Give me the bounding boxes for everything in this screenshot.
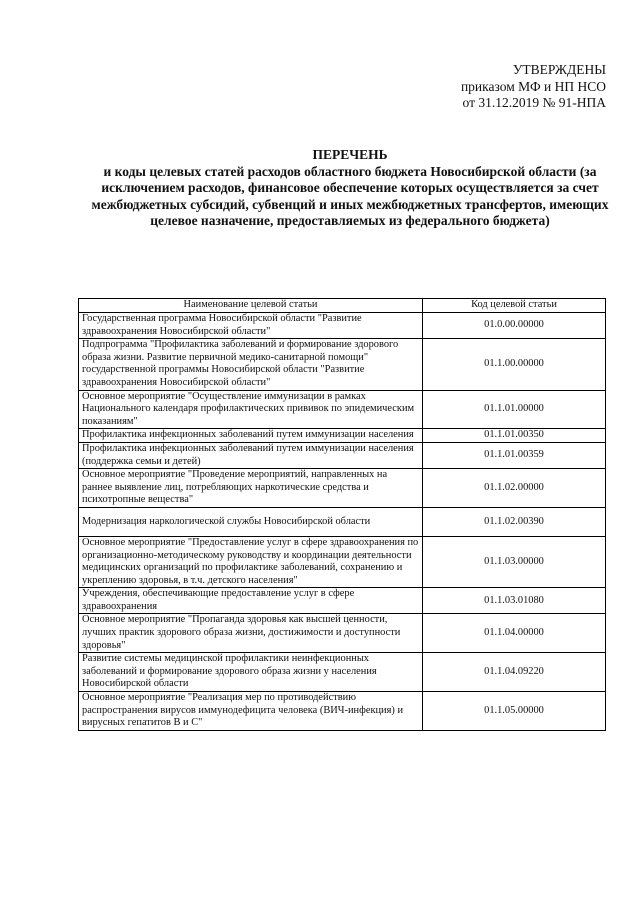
item-name: Основное мероприятие "Осуществление иммунизации в рамках Национального календаря профилактических прививок по эпидемическим показаниям": [79, 390, 423, 429]
item-name: Основное мероприятие "Предоставление услуг в сфере здравоохранения по организационно-методическому руководству и координации деятельности медицинских организаций по профилактике заболеваний, сохранению и укреплению здоровья, в т.ч. детского населения": [79, 536, 423, 587]
target-items-table: [78, 298, 606, 731]
item-code: 01.1.04.09220: [423, 653, 606, 692]
item-name: Основное мероприятие "Проведение мероприятий, направленных на раннее выявление лиц, потребляющих наркотические средства и психотропные вещества": [79, 469, 423, 508]
table-row: [79, 588, 606, 614]
item-name: Основное мероприятие "Реализация мер по противодействию распространения вирусов иммунодефицита человека (ВИЧ-инфекция) и вирусных гепатитов В и С": [79, 692, 423, 731]
approval-order: приказом МФ и НП НСО: [460, 78, 606, 94]
table-row: [79, 614, 606, 653]
table-row: [79, 536, 606, 587]
item-name: Развитие системы медицинской профилактики неинфекционных заболеваний и формирование здорового образа жизни у населения Новосибирской области: [79, 653, 423, 692]
item-code: 01.1.04.00000: [423, 614, 606, 653]
document-heading: [70, 147, 630, 230]
table-row: [79, 429, 606, 443]
document-subtitle: и коды целевых статей расходов областного бюджета Новосибирской области (за исключением расходов, финансовое обеспечение которых осуществляется за счет межбюджетных субсидий, субвенций и иных межбюджетных трансфертов, имеющих целевое назначение, предоставляемых из федерального бюджета): [91, 163, 609, 228]
item-name: Государственная программа Новосибирской области "Развитие здравоохранения Новосибирской области": [79, 313, 423, 339]
table-row: [79, 442, 606, 468]
item-name: Основное мероприятие "Пропаганда здоровья как высшей ценности, лучших практик здорового образа жизни, достижимости и доступности здоровья": [79, 614, 423, 653]
table-row: [79, 692, 606, 731]
item-code: 01.1.02.00000: [423, 469, 606, 508]
item-code: 01.1.01.00350: [423, 429, 606, 443]
table-row: [79, 507, 606, 536]
item-name: Подпрограмма "Профилактика заболеваний и формирование здорового образа жизни. Развитие первичной медико-санитарной помощи" государственной программы Новосибирской области "Развитие здравоохранения Новосибирской области": [79, 339, 423, 390]
table-row: [79, 653, 606, 692]
item-code: 01.1.03.01080: [423, 588, 606, 614]
table-row: [79, 313, 606, 339]
item-code: 01.0.00.00000: [423, 313, 606, 339]
item-name: Профилактика инфекционных заболеваний путем иммунизации населения (поддержка семьи и детей): [79, 442, 423, 468]
item-code: 01.1.05.00000: [423, 692, 606, 731]
table-row: [79, 390, 606, 429]
column-header-code: Код целевой статьи: [423, 299, 606, 313]
item-code: 01.1.02.00390: [423, 507, 606, 536]
item-name: Профилактика инфекционных заболеваний путем иммунизации населения: [79, 429, 423, 443]
table-header-row: [79, 299, 606, 313]
item-code: 01.1.03.00000: [423, 536, 606, 587]
item-code: 01.1.01.00000: [423, 390, 606, 429]
item-code: 01.1.01.00359: [423, 442, 606, 468]
approval-stamp: [366, 62, 606, 112]
table-row: [79, 469, 606, 508]
approval-date: от 31.12.2019 № 91-НПА: [462, 95, 606, 110]
item-name: Учреждения, обеспечивающие предоставление услуг в сфере здравоохранения: [79, 588, 423, 614]
approval-title: УТВЕРЖДЕНЫ: [512, 62, 606, 77]
item-name: Модернизация наркологической службы Новосибирской области: [79, 507, 423, 536]
column-header-name: Наименование целевой статьи: [79, 299, 423, 313]
table-row: [79, 339, 606, 390]
document-title: ПЕРЕЧЕНЬ: [312, 147, 388, 162]
item-code: 01.1.00.00000: [423, 339, 606, 390]
